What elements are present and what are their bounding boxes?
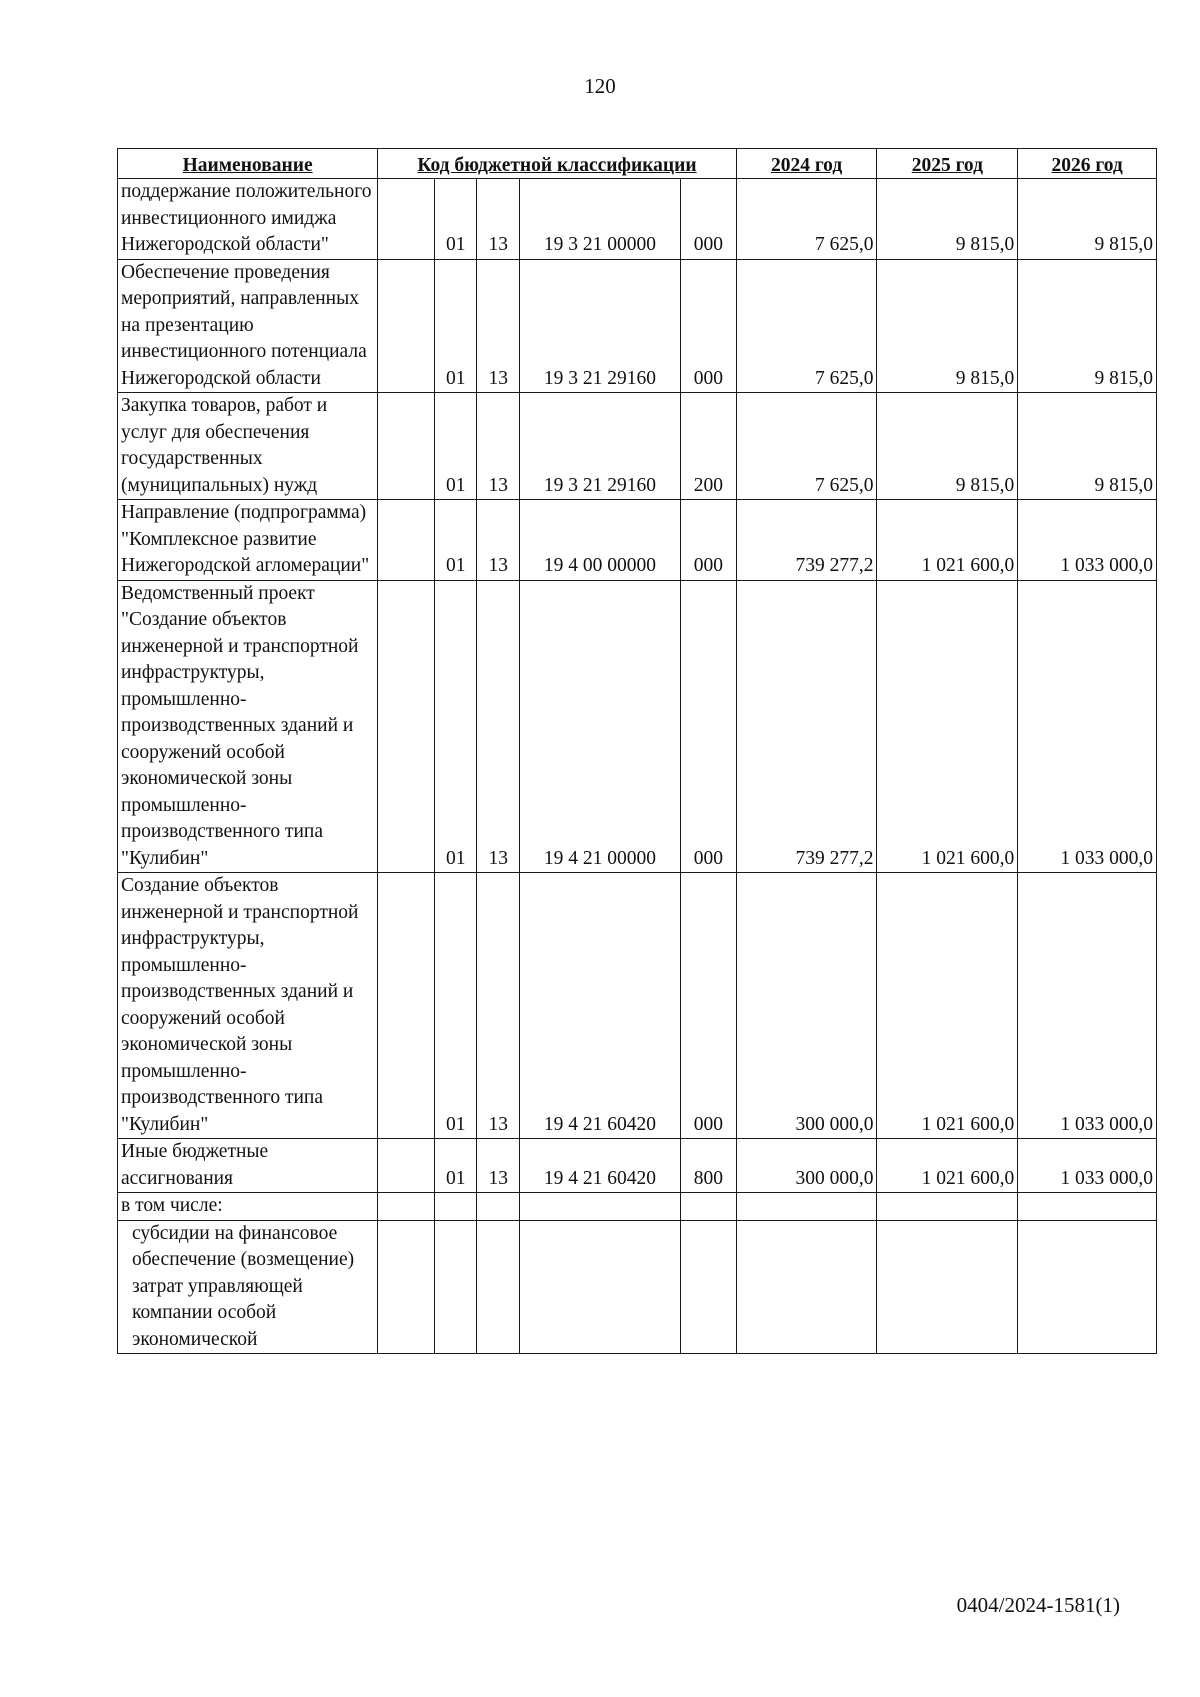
- page-number: 120: [584, 74, 616, 98]
- cell-c0: [378, 179, 435, 260]
- cell-c2: 13: [477, 873, 520, 1139]
- cell-c0: [378, 1193, 435, 1221]
- cell-name: поддержание положительного инвестиционного имиджа Нижегородской области": [118, 179, 378, 260]
- cell-c0: [378, 393, 435, 500]
- cell-c3: 19 4 00 00000: [519, 500, 680, 581]
- cell-name: в том числе:: [118, 1193, 378, 1221]
- cell-v2026: 1 033 000,0: [1018, 873, 1157, 1139]
- table-body: [118, 179, 1157, 1354]
- cell-v2025: [877, 1220, 1018, 1354]
- cell-v2025: [877, 1193, 1018, 1221]
- header-code: Код бюджетной классификации: [378, 149, 736, 179]
- cell-c0: [378, 873, 435, 1139]
- cell-c1: 01: [434, 873, 477, 1139]
- cell-v2026: 1 033 000,0: [1018, 580, 1157, 873]
- table-header-row: [118, 149, 1157, 179]
- cell-v2025: 9 815,0: [877, 259, 1018, 393]
- cell-v2025: 1 021 600,0: [877, 580, 1018, 873]
- cell-v2024: 300 000,0: [736, 1139, 877, 1193]
- table-row: [118, 259, 1157, 393]
- cell-v2025: 9 815,0: [877, 179, 1018, 260]
- cell-name: Иные бюджетные ассигнования: [118, 1139, 378, 1193]
- cell-c3: 19 3 21 29160: [519, 259, 680, 393]
- cell-v2025: 1 021 600,0: [877, 873, 1018, 1139]
- cell-v2026: 9 815,0: [1018, 179, 1157, 260]
- cell-c1: 01: [434, 1139, 477, 1193]
- cell-c2: 13: [477, 1139, 520, 1193]
- cell-v2026: [1018, 1193, 1157, 1221]
- cell-v2024: 7 625,0: [736, 179, 877, 260]
- cell-c3: [519, 1193, 680, 1221]
- cell-c1: [434, 1220, 477, 1354]
- cell-c1: 01: [434, 259, 477, 393]
- table-row: [118, 1193, 1157, 1221]
- cell-name: Обеспечение проведения мероприятий, направленных на презентацию инвестиционного потенциала Нижегородской области: [118, 259, 378, 393]
- cell-c1: 01: [434, 179, 477, 260]
- cell-v2025: 1 021 600,0: [877, 1139, 1018, 1193]
- cell-c3: 19 4 21 60420: [519, 873, 680, 1139]
- cell-v2024: 739 277,2: [736, 580, 877, 873]
- cell-c3: 19 3 21 29160: [519, 393, 680, 500]
- cell-c2: 13: [477, 393, 520, 500]
- table-row: [118, 500, 1157, 581]
- cell-c4: 800: [680, 1139, 736, 1193]
- cell-c3: [519, 1220, 680, 1354]
- cell-c3: 19 4 21 00000: [519, 580, 680, 873]
- cell-name: Направление (подпрограмма) "Комплексное развитие Нижегородской агломерации": [118, 500, 378, 581]
- cell-c3: 19 4 21 60420: [519, 1139, 680, 1193]
- cell-c0: [378, 1220, 435, 1354]
- cell-v2024: 300 000,0: [736, 873, 877, 1139]
- cell-c1: 01: [434, 500, 477, 581]
- budget-table: [117, 148, 1157, 1354]
- cell-v2026: [1018, 1220, 1157, 1354]
- cell-c4: [680, 1220, 736, 1354]
- cell-c1: [434, 1193, 477, 1221]
- cell-name: Закупка товаров, работ и услуг для обеспечения государственных (муниципальных) нужд: [118, 393, 378, 500]
- cell-v2025: 9 815,0: [877, 393, 1018, 500]
- table-row: [118, 1139, 1157, 1193]
- cell-c4: 000: [680, 179, 736, 260]
- cell-c1: 01: [434, 393, 477, 500]
- cell-v2026: 9 815,0: [1018, 393, 1157, 500]
- cell-v2024: 7 625,0: [736, 393, 877, 500]
- table-row: [118, 1220, 1157, 1354]
- header-2024: 2024 год: [736, 149, 877, 179]
- cell-c4: 000: [680, 500, 736, 581]
- cell-c4: [680, 1193, 736, 1221]
- cell-v2026: 9 815,0: [1018, 259, 1157, 393]
- cell-v2024: [736, 1220, 877, 1354]
- cell-c2: 13: [477, 179, 520, 260]
- header-2025: 2025 год: [877, 149, 1018, 179]
- cell-v2026: 1 033 000,0: [1018, 500, 1157, 581]
- document-code: 0404/2024-1581(1): [956, 1593, 1120, 1617]
- cell-c3: 19 3 21 00000: [519, 179, 680, 260]
- cell-c2: 13: [477, 580, 520, 873]
- table-row: [118, 393, 1157, 500]
- cell-c4: 200: [680, 393, 736, 500]
- cell-name: субсидии на финансовое обеспечение (возмещение) затрат управляющей компании особой экономической: [118, 1220, 378, 1354]
- cell-c2: 13: [477, 259, 520, 393]
- cell-c2: 13: [477, 500, 520, 581]
- cell-v2025: 1 021 600,0: [877, 500, 1018, 581]
- cell-c4: 000: [680, 873, 736, 1139]
- table-row: [118, 580, 1157, 873]
- cell-c2: [477, 1220, 520, 1354]
- cell-v2024: 739 277,2: [736, 500, 877, 581]
- cell-c0: [378, 580, 435, 873]
- cell-c1: 01: [434, 580, 477, 873]
- cell-c4: 000: [680, 580, 736, 873]
- cell-c0: [378, 259, 435, 393]
- cell-c2: [477, 1193, 520, 1221]
- table-row: [118, 873, 1157, 1139]
- table-row: [118, 179, 1157, 260]
- header-name: Наименование: [118, 149, 378, 179]
- cell-name: Создание объектов инженерной и транспортной инфраструктуры, промышленно-производственных зданий и сооружений особой экономической зоны промышленно-производственного типа "Кулибин": [118, 873, 378, 1139]
- cell-c0: [378, 1139, 435, 1193]
- cell-c0: [378, 500, 435, 581]
- header-2026: 2026 год: [1018, 149, 1157, 179]
- cell-v2026: 1 033 000,0: [1018, 1139, 1157, 1193]
- cell-c4: 000: [680, 259, 736, 393]
- cell-v2024: [736, 1193, 877, 1221]
- cell-name: Ведомственный проект "Создание объектов инженерной и транспортной инфраструктуры, промышленно-производственных зданий и сооружений особой экономической зоны промышленно-производственного типа "Кулибин": [118, 580, 378, 873]
- cell-v2024: 7 625,0: [736, 259, 877, 393]
